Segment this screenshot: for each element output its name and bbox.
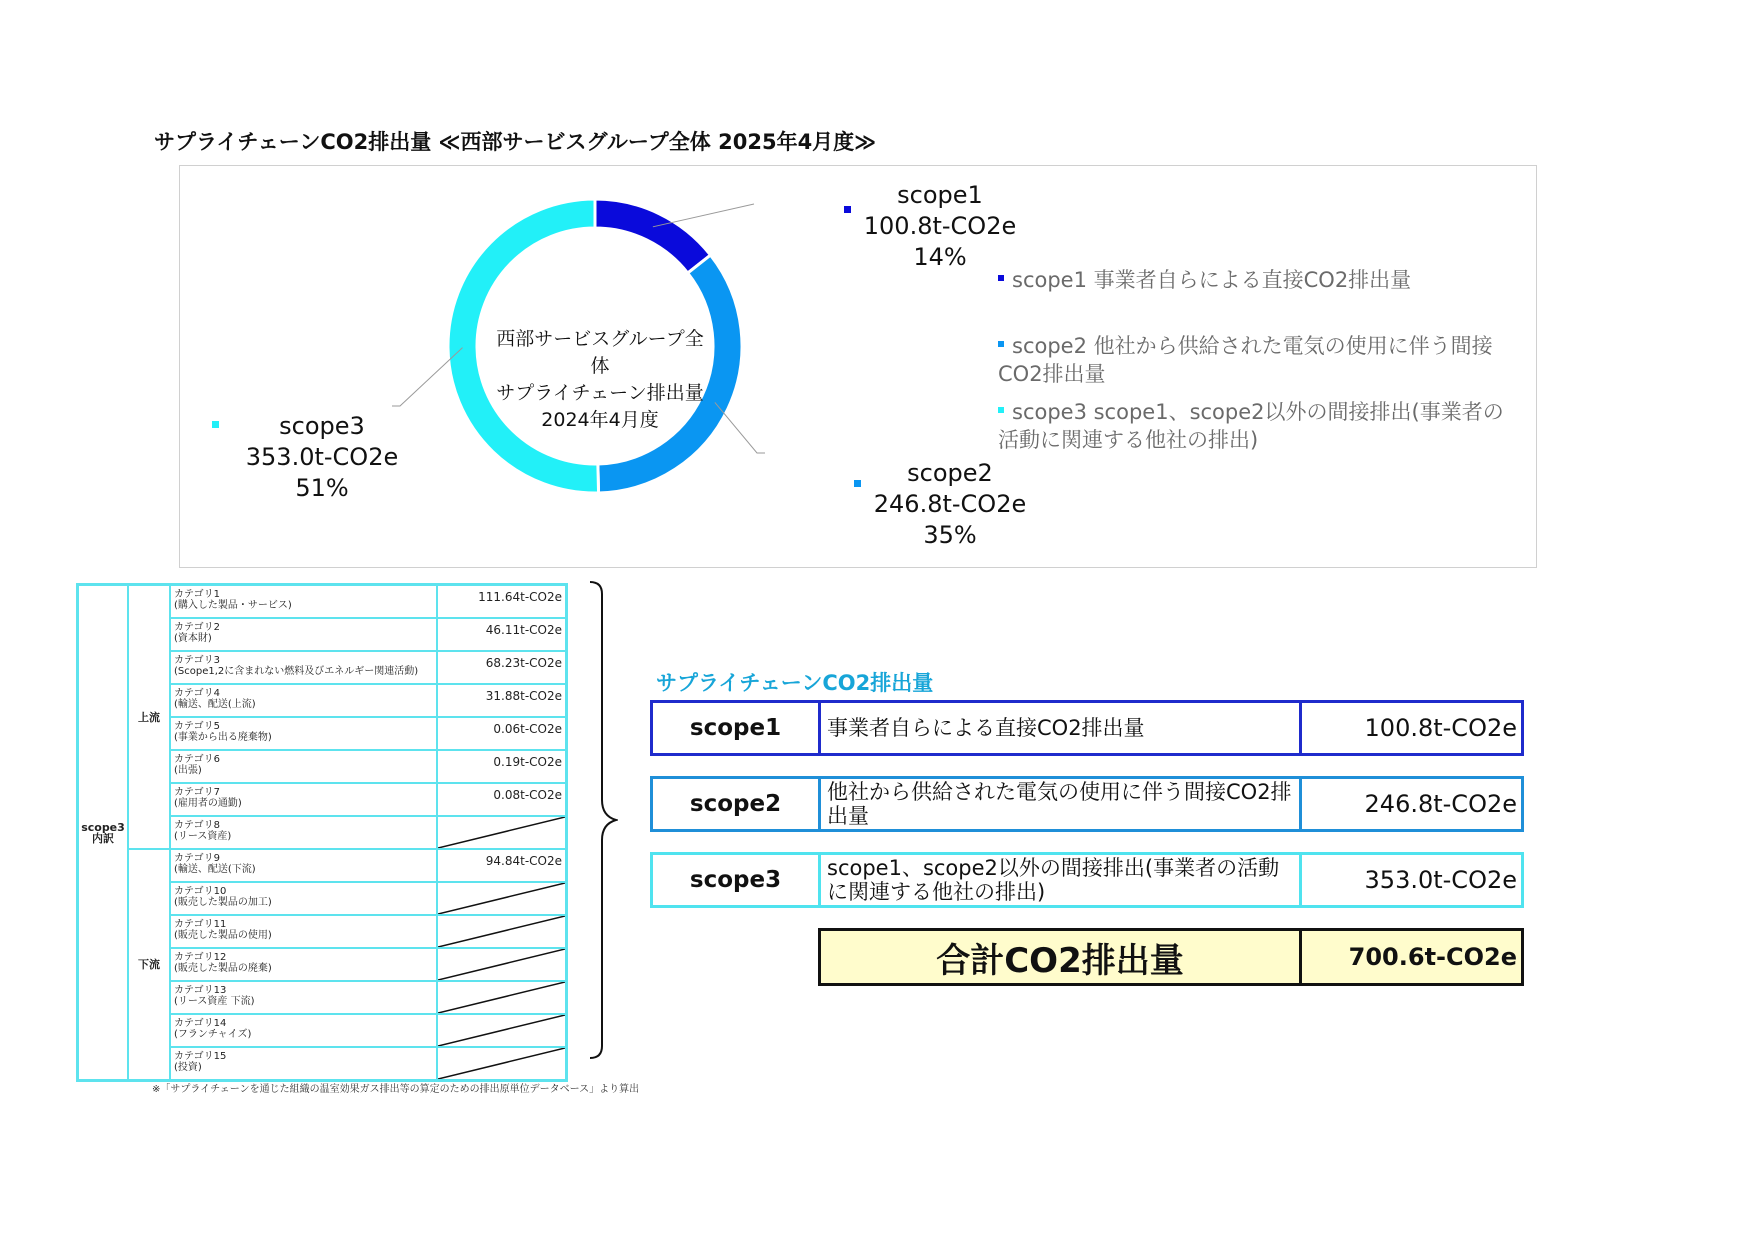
- summary-row-scope1: [650, 700, 1524, 756]
- slice-label-name: scope3: [279, 412, 365, 440]
- summary-row-scope3: [650, 852, 1524, 908]
- slice-label-value: 246.8t-CO2e: [873, 490, 1027, 518]
- summary-scope: scope1: [653, 703, 821, 753]
- category-desc: (販売した製品の廃棄): [174, 963, 272, 974]
- legend-item-scope3: [998, 398, 1518, 454]
- category-name: カテゴリ6: [174, 754, 220, 765]
- summary-value: 100.8t-CO2e: [1364, 714, 1517, 742]
- legend-swatch: [998, 407, 1004, 413]
- footnote: ※「サプライチェーンを通じた組織の温室効果ガス排出等の算定のための排出原単位データベース」より算出: [152, 1084, 640, 1095]
- page-title: サプライチェーンCO2排出量 ≪西部サービスグループ全体 2025年4月度≫: [154, 130, 877, 154]
- category-desc: (Scope1,2に含まれない燃料及びエネルギー関連活動): [174, 666, 419, 677]
- category-cell: [170, 618, 437, 651]
- category-value: 46.11t-CO2e: [437, 618, 567, 651]
- category-cell: [170, 585, 437, 619]
- diagonal-strike: [438, 817, 565, 848]
- category-name: カテゴリ5: [174, 721, 220, 732]
- total-row: [818, 928, 1524, 986]
- slice-label-value: 100.8t-CO2e: [863, 212, 1017, 240]
- category-desc: (事業から出る廃棄物): [174, 732, 272, 743]
- category-cell: [170, 717, 437, 750]
- category-desc: (販売した製品の加工): [174, 897, 272, 908]
- slice-label-name: scope2: [907, 459, 993, 487]
- category-name: カテゴリ12: [174, 952, 227, 963]
- label-line: 内訳: [92, 831, 114, 845]
- breakdown-row: [78, 585, 567, 619]
- category-value: 0.06t-CO2e: [437, 717, 567, 750]
- breakdown-row: [78, 849, 567, 882]
- donut-chart-panel: [179, 165, 1537, 568]
- upstream-label: 上流: [128, 585, 170, 850]
- category-value: 68.23t-CO2e: [437, 651, 567, 684]
- summary-title: サプライチェーンCO2排出量: [656, 671, 934, 695]
- category-value-empty: [437, 882, 567, 915]
- slice-label-scope2: [850, 458, 1050, 551]
- category-value: 31.88t-CO2e: [437, 684, 567, 717]
- category-name: カテゴリ3: [174, 655, 220, 666]
- category-desc: (リース資産): [174, 831, 232, 842]
- category-desc: (出張): [174, 765, 202, 776]
- center-line-3: 2024年4月度: [541, 409, 659, 431]
- category-cell: [170, 783, 437, 816]
- legend-item-scope2: [998, 332, 1518, 388]
- category-value-empty: [437, 915, 567, 948]
- category-cell: [170, 948, 437, 981]
- center-line-1: 西部サービスグループ全体: [496, 328, 704, 377]
- category-desc: (購入した製品・サービス): [174, 600, 292, 611]
- category-name: カテゴリ11: [174, 919, 227, 930]
- category-desc: (フランチャイズ): [174, 1029, 252, 1040]
- legend-text: scope2 他社から供給された電気の使用に伴う間接CO2排出量: [998, 334, 1493, 386]
- donut-slice-scope1: [595, 199, 711, 273]
- diagonal-strike: [438, 982, 565, 1013]
- category-name: カテゴリ14: [174, 1018, 227, 1029]
- diagonal-strike: [438, 1048, 565, 1079]
- slice-label-scope3: [222, 411, 422, 504]
- category-name: カテゴリ13: [174, 985, 227, 996]
- category-value: 0.08t-CO2e: [437, 783, 567, 816]
- category-cell: [170, 651, 437, 684]
- slice-label-pct: 51%: [295, 474, 349, 502]
- summary-value: 353.0t-CO2e: [1364, 866, 1517, 894]
- category-name: カテゴリ1: [174, 589, 220, 600]
- slice-label-value: 353.0t-CO2e: [245, 443, 399, 471]
- category-value: 111.64t-CO2e: [437, 585, 567, 619]
- brace-connector: [588, 580, 618, 1060]
- legend-swatch: [998, 275, 1004, 281]
- category-name: カテゴリ4: [174, 688, 220, 699]
- category-name: カテゴリ2: [174, 622, 220, 633]
- category-name: カテゴリ9: [174, 853, 220, 864]
- category-desc: (雇用者の通勤): [174, 798, 242, 809]
- summary-scope: scope2: [653, 779, 821, 829]
- slice-label-scope1: [840, 180, 1040, 273]
- legend-text: scope3 scope1、scope2以外の間接排出(事業者の活動に関連する他社の排出): [998, 400, 1504, 452]
- category-name: カテゴリ8: [174, 820, 220, 831]
- category-cell: [170, 1047, 437, 1081]
- downstream-label: 下流: [128, 849, 170, 1081]
- category-value-empty: [437, 1014, 567, 1047]
- center-line-2: サプライチェーン排出量: [496, 382, 704, 404]
- category-cell: [170, 1014, 437, 1047]
- summary-value: 246.8t-CO2e: [1364, 790, 1517, 818]
- summary-scope: scope3: [653, 855, 821, 905]
- scope3-breakdown-table: [76, 583, 568, 1082]
- diagonal-strike: [438, 883, 565, 914]
- category-desc: (輸送、配送(下流): [174, 864, 256, 875]
- category-cell: [170, 915, 437, 948]
- category-cell: [170, 750, 437, 783]
- leader-line-scope1: [653, 204, 754, 227]
- donut-center-text: [490, 326, 710, 434]
- slice-label-name: scope1: [897, 181, 983, 209]
- category-desc: (資本財): [174, 633, 212, 644]
- category-name: カテゴリ7: [174, 787, 220, 798]
- diagonal-strike: [438, 949, 565, 980]
- category-cell: [170, 981, 437, 1014]
- category-name: カテゴリ10: [174, 886, 227, 897]
- category-value-empty: [437, 816, 567, 849]
- category-desc: (リース資産 下流): [174, 996, 255, 1007]
- summary-row-scope2: [650, 776, 1524, 832]
- category-value-empty: [437, 1047, 567, 1081]
- diagonal-strike: [438, 916, 565, 947]
- category-desc: (販売した製品の使用): [174, 930, 272, 941]
- category-value: 94.84t-CO2e: [437, 849, 567, 882]
- summary-desc: 事業者自らによる直接CO2排出量: [821, 703, 1302, 753]
- legend-item-scope1: [998, 266, 1518, 294]
- category-cell: [170, 849, 437, 882]
- category-desc: (投資): [174, 1062, 202, 1073]
- category-cell: [170, 684, 437, 717]
- total-label: 合計CO2排出量: [821, 931, 1302, 983]
- category-cell: [170, 816, 437, 849]
- slice-marker-scope1: [844, 206, 851, 213]
- category-value: 0.19t-CO2e: [437, 750, 567, 783]
- category-desc: (輸送、配送(上流): [174, 699, 256, 710]
- category-value-empty: [437, 981, 567, 1014]
- slice-label-pct: 14%: [913, 243, 967, 271]
- legend-swatch: [998, 341, 1004, 347]
- category-cell: [170, 882, 437, 915]
- category-name: カテゴリ15: [174, 1051, 227, 1062]
- slice-marker-scope3: [212, 421, 219, 428]
- category-value-empty: [437, 948, 567, 981]
- legend-text: scope1 事業者自らによる直接CO2排出量: [1012, 268, 1412, 292]
- slice-marker-scope2: [854, 480, 861, 487]
- summary-desc: 他社から供給された電気の使用に伴う間接CO2排出量: [821, 779, 1302, 829]
- total-value: 700.6t-CO2e: [1348, 943, 1517, 971]
- diagonal-strike: [438, 1015, 565, 1046]
- label-line: scope3: [81, 820, 125, 834]
- slice-label-pct: 35%: [923, 521, 977, 549]
- summary-desc: scope1、scope2以外の間接排出(事業者の活動に関連する他社の排出): [821, 855, 1302, 905]
- scope3-breakdown-label: [78, 585, 129, 1081]
